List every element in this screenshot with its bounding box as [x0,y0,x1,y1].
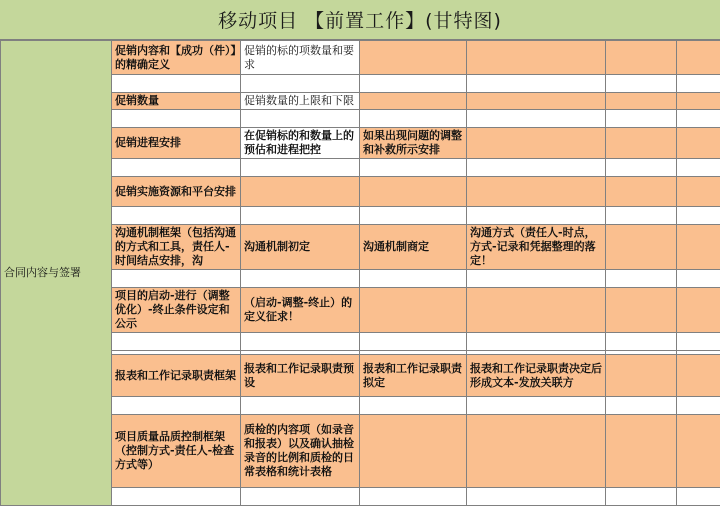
step-cell[interactable]: 沟通机制初定 [241,225,360,270]
empty-cell[interactable] [606,288,677,333]
empty-cell[interactable] [360,159,467,177]
empty-cell[interactable] [677,177,720,207]
empty-cell[interactable] [606,488,677,506]
empty-cell[interactable] [606,110,677,128]
empty-cell[interactable] [241,159,360,177]
empty-cell[interactable] [606,93,677,110]
empty-cell[interactable] [677,270,720,288]
empty-cell[interactable] [677,93,720,110]
step-cell[interactable] [360,288,467,333]
empty-cell[interactable] [606,397,677,415]
step-cell[interactable] [467,128,606,159]
step-cell[interactable] [467,41,606,75]
step-cell[interactable] [467,415,606,488]
empty-cell[interactable] [241,397,360,415]
step-cell[interactable]: 质检的内容项（如录音和报表）以及确认抽检录音的比例和质检的日常表格和统计表格 [241,415,360,488]
empty-cell[interactable] [677,225,720,270]
step-cell[interactable] [241,177,360,207]
step-cell[interactable] [360,177,467,207]
empty-cell[interactable] [606,177,677,207]
empty-cell[interactable] [467,333,606,351]
empty-cell[interactable] [112,488,241,506]
side-label[interactable]: 合同内容与签署 [1,41,112,506]
empty-cell[interactable] [606,333,677,351]
empty-cell[interactable] [112,159,241,177]
empty-cell[interactable] [112,333,241,351]
empty-cell[interactable] [467,207,606,225]
step-cell[interactable]: 促销数量的上限和下限 [241,93,360,110]
table-row [1,41,720,75]
empty-cell[interactable] [467,488,606,506]
empty-cell[interactable] [360,333,467,351]
empty-cell[interactable] [360,397,467,415]
empty-cell[interactable] [241,270,360,288]
task-cell[interactable]: 项目的启动-进行（调整优化）-终止条件设定和公示 [112,288,241,333]
empty-cell[interactable] [467,159,606,177]
step-cell[interactable]: 沟通机制商定 [360,225,467,270]
step-cell[interactable]: 报表和工作记录职责决定后形成文本-发放关联方 [467,355,606,397]
empty-cell[interactable] [112,110,241,128]
empty-cell[interactable] [606,270,677,288]
empty-cell[interactable] [677,288,720,333]
empty-cell[interactable] [360,207,467,225]
task-cell[interactable]: 报表和工作记录职责框架 [112,355,241,397]
step-cell[interactable] [467,177,606,207]
task-cell[interactable]: 促销数量 [112,93,241,110]
empty-cell[interactable] [606,207,677,225]
task-cell[interactable]: 促销内容和【成功（件）】的精确定义 [112,41,241,75]
empty-cell[interactable] [241,207,360,225]
step-cell[interactable]: 报表和工作记录职责预设 [241,355,360,397]
step-cell[interactable]: 在促销标的和数量上的预估和进程把控 [241,128,360,159]
empty-cell[interactable] [112,207,241,225]
empty-cell[interactable] [360,488,467,506]
empty-cell[interactable] [677,488,720,506]
gantt-table [0,40,720,506]
empty-cell[interactable] [677,159,720,177]
step-cell[interactable] [467,93,606,110]
empty-cell[interactable] [112,75,241,93]
empty-cell[interactable] [606,225,677,270]
task-cell[interactable]: 促销进程安排 [112,128,241,159]
step-cell[interactable] [360,41,467,75]
empty-cell[interactable] [467,75,606,93]
empty-cell[interactable] [677,128,720,159]
empty-cell[interactable] [112,270,241,288]
empty-cell[interactable] [360,75,467,93]
empty-cell[interactable] [677,415,720,488]
task-cell[interactable]: 促销实施资源和平台安排 [112,177,241,207]
step-cell[interactable]: 报表和工作记录职责拟定 [360,355,467,397]
empty-cell[interactable] [677,207,720,225]
sheet-title[interactable]: 移动项目 【前置工作】(甘特图) [0,0,720,40]
empty-cell[interactable] [606,128,677,159]
empty-cell[interactable] [241,333,360,351]
empty-cell[interactable] [360,110,467,128]
empty-cell[interactable] [677,397,720,415]
task-cell[interactable]: 沟通机制框架（包括沟通的方式和工具，责任人-时间结点安排，沟 [112,225,241,270]
empty-cell[interactable] [677,110,720,128]
empty-cell[interactable] [467,397,606,415]
step-cell[interactable]: （启动-调整-终止）的定义征求！ [241,288,360,333]
empty-cell[interactable] [241,488,360,506]
step-cell[interactable] [360,415,467,488]
task-cell[interactable]: 项目质量品质控制框架（控制方式-责任人-检查方式等） [112,415,241,488]
step-cell[interactable] [360,93,467,110]
step-cell[interactable]: 如果出现问题的调整和补救所示安排 [360,128,467,159]
empty-cell[interactable] [677,75,720,93]
empty-cell[interactable] [606,415,677,488]
empty-cell[interactable] [241,75,360,93]
step-cell[interactable] [467,288,606,333]
empty-cell[interactable] [112,397,241,415]
empty-cell[interactable] [360,270,467,288]
empty-cell[interactable] [606,41,677,75]
empty-cell[interactable] [677,41,720,75]
empty-cell[interactable] [606,159,677,177]
step-cell[interactable]: 沟通方式（责任人-时点，方式-记录和凭据整理的落定！ [467,225,606,270]
empty-cell[interactable] [467,110,606,128]
empty-cell[interactable] [677,333,720,351]
empty-cell[interactable] [467,270,606,288]
empty-cell[interactable] [677,355,720,397]
empty-cell[interactable] [241,110,360,128]
empty-cell[interactable] [606,75,677,93]
step-cell[interactable]: 促销的标的项数量和要求 [241,41,360,75]
empty-cell[interactable] [606,355,677,397]
